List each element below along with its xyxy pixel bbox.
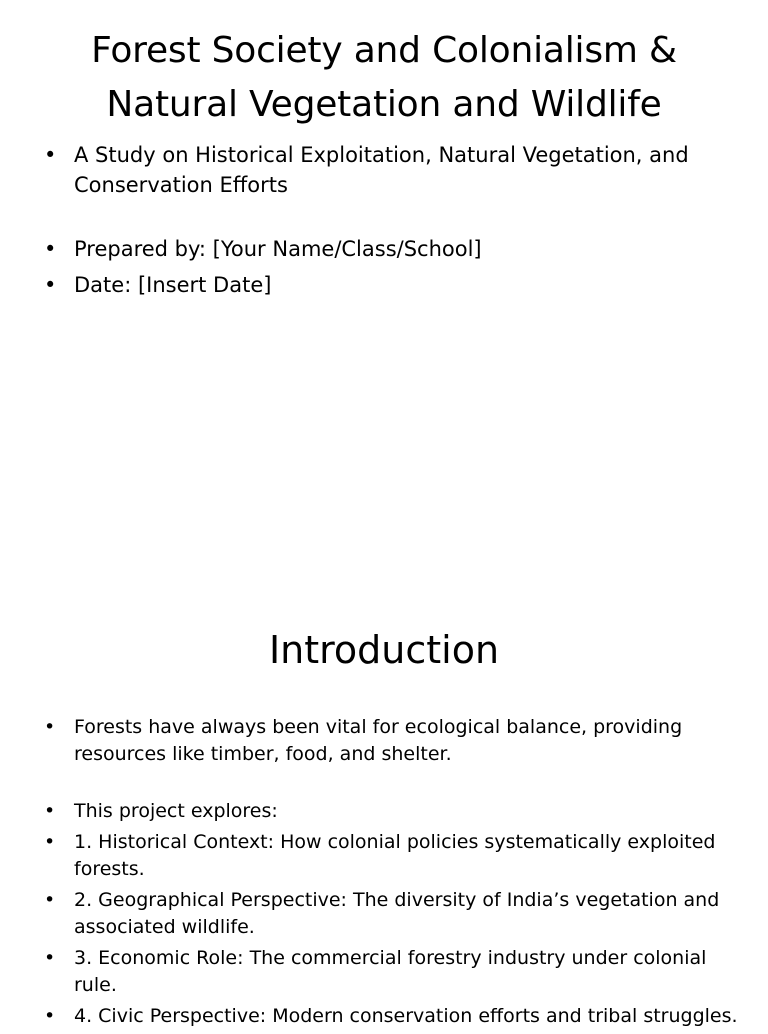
bullet-item-prepared-by: • Prepared by: [Your Name/Class/School] bbox=[44, 234, 734, 264]
slide-title: Introduction bbox=[268, 628, 500, 672]
bullet-item: • 4. Civic Perspective: Modern conservation efforts and tribal struggles. bbox=[44, 1003, 744, 1030]
bullet-item-subtitle: • A Study on Historical Exploitation, Natural Vegetation, and Conservation Efforts bbox=[44, 140, 734, 200]
bullet-list bbox=[44, 714, 744, 1034]
bullet-item: • This project explores: bbox=[44, 798, 744, 825]
bullet-list bbox=[44, 140, 734, 306]
bullet-item: • 1. Historical Context: How colonial policies systematically exploited forests. bbox=[44, 829, 744, 883]
bullet-item: • 2. Geographical Perspective: The diversity of India’s vegetation and associated wildlife. bbox=[44, 887, 744, 941]
bullet-item: • 3. Economic Role: The commercial forestry industry under colonial rule. bbox=[44, 945, 744, 999]
title-line-1: Forest Society and Colonialism & bbox=[91, 30, 677, 71]
bullet-item: • Forests have always been vital for ecological balance, providing resources like timber, food, and shelter. bbox=[44, 714, 744, 768]
slide-title bbox=[20, 24, 748, 132]
bullet-item-date: • Date: [Insert Date] bbox=[44, 270, 734, 300]
introduction-slide bbox=[0, 600, 768, 1027]
title-line-2: Natural Vegetation and Wildlife bbox=[106, 84, 662, 125]
